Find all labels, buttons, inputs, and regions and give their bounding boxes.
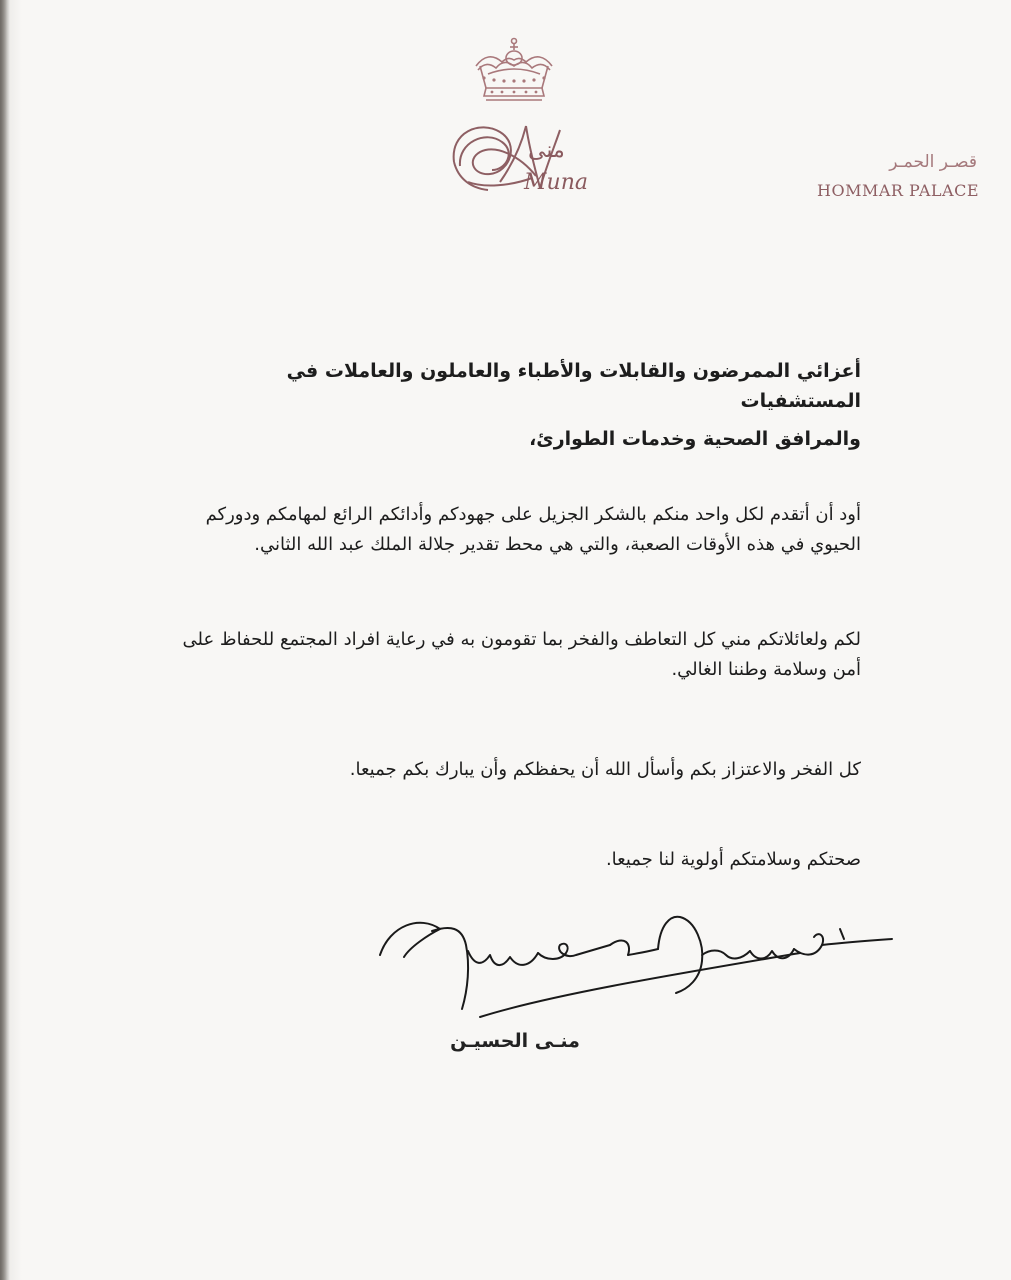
handwritten-signature [370,905,900,1025]
paragraph-block-1 [170,500,861,590]
monogram-english: Muna [524,170,588,195]
salutation-line-2: والمرافق الصحية وخدمات الطوارئ، [529,428,861,450]
paragraph-1: أود أن أتقدم لكل واحد منكم بالشكر الجزيل على جهودكم وأدائكم الرائع لمهامكم ودوركم الحيوي في هذه الأوقات الصعبة، والتي هي محط تقدير جلالة الملك عبد الله الثاني. [205,504,861,555]
salutation-line-1: أعزائي الممرضون والقابلات والأطباء والعاملون والعاملات في المستشفيات [286,360,861,412]
paragraph-block-4 [170,845,861,885]
paragraph-block-3 [170,755,861,795]
paragraph-3: كل الفخر والاعتزاز بكم وأسأل الله أن يحفظكم وأن يبارك بكم جميعا. [349,759,861,780]
crown-crest-icon [466,36,562,108]
paragraph-2: لكم ولعائلاتكم مني كل التعاطف والفخر بما تقومون به في رعاية افراد المجتمع للحفاظ على أمن وسلامة وطننا الغالي. [182,629,861,680]
letter-body [170,356,861,454]
palace-name-english: HOMMAR PALACE [817,181,979,200]
page-edge-shadow [0,0,10,1280]
signature-name: منـى الحسيـن [450,1030,580,1052]
paragraph-block-2 [170,625,861,695]
monogram-arabic: منى [528,138,565,163]
palace-name-arabic: قصـر الحمـر [889,152,977,172]
paragraph-4: صحتكم وسلامتكم أولوية لنا جميعا. [605,849,861,870]
